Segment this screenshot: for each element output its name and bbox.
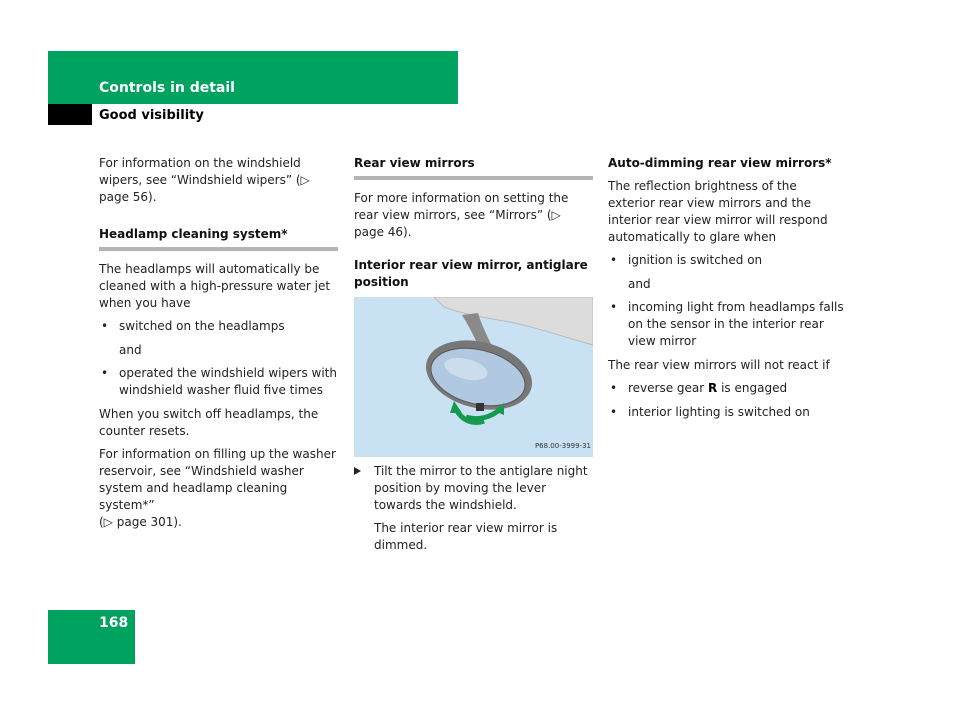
washer-reservoir-ref: For information on filling up the washer reservoir, see “Windshield washer system and headlamp cleaning system*” [99,447,336,512]
page-reference-link[interactable]: (▷ page 301). [99,515,182,529]
reverse-gear-post: is engaged [717,381,788,395]
no-react-text: The rear view mirrors will not react if [608,358,830,372]
mirrors-reference: For more information on setting the rear view mirrors, see “Mirrors” (▷ page 46). [354,191,569,239]
headlamp-cleaning-heading: Headlamp cleaning system* [99,226,338,251]
counter-reset-text: When you switch off headlamps, the counter resets. [99,407,319,438]
gear-symbol: R [708,381,718,395]
list-item: • incoming light from headlamps falls on the sensor in the interior rear view mirror [608,299,847,350]
headlamp-intro: The headlamps will automatically be cleaned with a high-pressure water jet when you have [99,262,331,310]
column-left [99,155,338,537]
step-text: Tilt the mirror to the antiglare night position by moving the lever towards the windshield. [374,464,588,512]
antiglare-heading: Interior rear view mirror, antiglare position [354,258,588,289]
column-right [608,155,847,428]
step-result: The interior rear view mirror is dimmed. [374,521,558,552]
instruction-step [354,463,593,514]
list-item: • interior lighting is switched on [608,404,847,421]
list-item: • switched on the headlamps [99,318,338,335]
list-item: • operated the windshield wipers with windshield washer fluid five times [99,365,338,399]
step-arrow-icon [354,467,361,475]
header-bar [48,51,458,104]
rear-view-mirrors-heading: Rear view mirrors [354,155,593,180]
no-react-conditions [608,380,847,421]
chapter-title: Controls in detail [99,80,235,96]
auto-dimming-intro: The reflection brightness of the exterior rear view mirrors and the interior rear view mirror will respond automatically to glare when [608,179,828,244]
auto-dimming-heading: Auto-dimming rear view mirrors* [608,156,832,170]
conjunction-and: and [628,277,651,291]
mirror-drawing [354,297,593,457]
auto-dimming-conditions [608,252,847,269]
headlamp-conditions [99,318,338,335]
list-item [608,380,847,397]
column-middle [354,155,593,560]
conjunction-and: and [119,343,142,357]
page-number: 168 [99,615,129,631]
figure-code: P68.00-3999-31 [534,442,591,450]
section-marker [48,104,92,125]
wiper-reference: For information on the windshield wipers, see “Windshield wipers” (▷ page 56). [99,156,310,204]
headlamp-conditions-2 [99,365,338,399]
auto-dimming-conditions-2 [608,299,847,350]
list-item: • ignition is switched on [608,252,847,269]
reverse-gear-pre: reverse gear [628,381,709,395]
section-title: Good visibility [99,108,204,123]
washer-reservoir-text [99,446,338,531]
mirror-illustration [354,297,593,457]
